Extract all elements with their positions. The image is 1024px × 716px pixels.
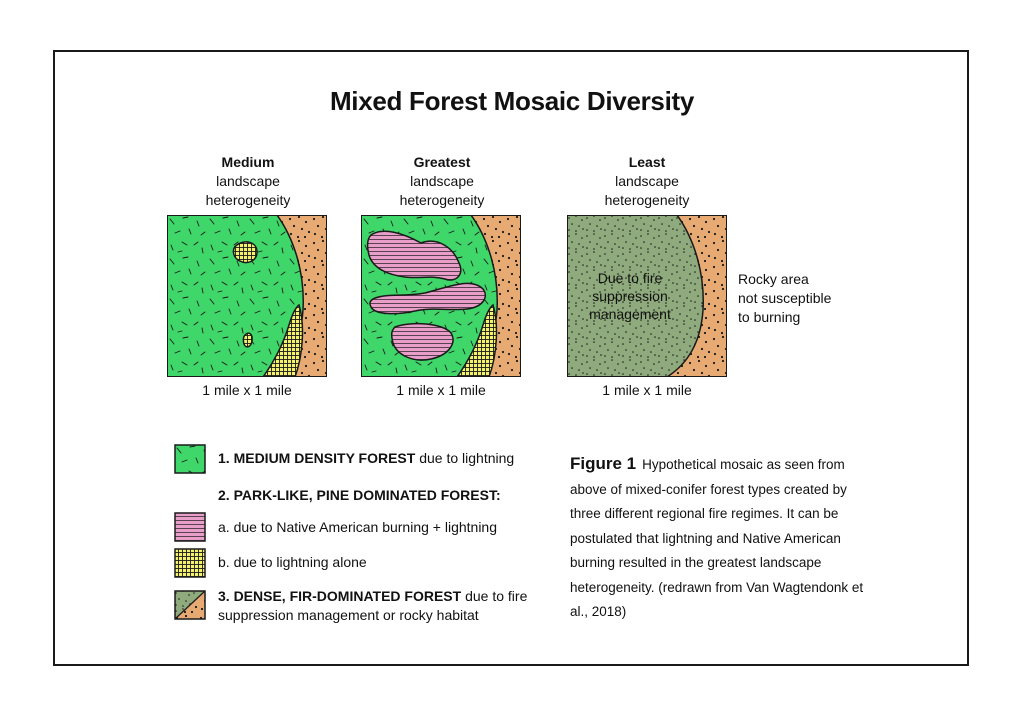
panel-greatest-level: Greatest (413, 154, 471, 170)
panel-greatest-scale: 1 mile x 1 mile (396, 382, 486, 398)
legend-swatch-native-burning (174, 512, 206, 542)
panel-greatest-line2: landscape (410, 173, 474, 189)
inset-text-line3: management (589, 306, 671, 322)
caption-label: Figure 1 (570, 454, 637, 473)
rocky-label-line3: to burning (738, 309, 801, 325)
panel-greatest-map (361, 215, 521, 377)
inset-text-line1: Due to fire (597, 270, 663, 286)
panel-least-line2: landscape (615, 173, 679, 189)
panel-least-line3: heterogeneity (604, 192, 690, 208)
rocky-label-line2: not susceptible (738, 290, 832, 306)
rocky-label-line1: Rocky area (738, 271, 809, 287)
rocky-area-label (738, 270, 831, 327)
panel-least-scale: 1 mile x 1 mile (602, 382, 692, 398)
legend-item-2b: b. due to lightning alone (218, 554, 367, 570)
legend-item-1-bold: 1. MEDIUM DENSITY FOREST (218, 450, 416, 466)
panel-medium-line3: heterogeneity (205, 192, 291, 208)
legend-swatch-lightning-alone (174, 548, 206, 578)
panel-medium-heading (158, 153, 338, 210)
legend-swatch-dense-fir (174, 590, 206, 620)
panel-least-map (567, 215, 727, 377)
panel-medium-scale: 1 mile x 1 mile (202, 382, 292, 398)
legend-item-2-bold: 2. PARK-LIKE, PINE DOMINATED FOREST: (218, 487, 501, 503)
panel-greatest-heading (352, 153, 532, 210)
lightning-pine-patch (233, 242, 257, 263)
legend-item-2a: a. due to Native American burning + lightning (218, 519, 498, 535)
legend-item-1-rest: due to lightning (415, 450, 515, 466)
lightning-pine-patch (243, 333, 252, 347)
figure-caption (570, 452, 870, 625)
legend-item-3-line2: suppression management or rocky habitat (218, 607, 479, 623)
legend-item-3-bold: 3. DENSE, FIR-DOMINATED FOREST (218, 588, 462, 604)
legend-item-3 (218, 587, 527, 625)
panel-least-level: Least (628, 154, 666, 170)
panel-greatest-line3: heterogeneity (399, 192, 485, 208)
legend-swatch-medium-density (174, 444, 206, 474)
legend-item-2 (218, 486, 501, 505)
figure-title: Mixed Forest Mosaic Diversity (329, 86, 695, 116)
caption-text: Hypothetical mosaic as seen from above of mixed-conifer forest types created by three different regional fire regimes. It can be postulated that lightning and Native American burning resulted in the greatest landscape heterogeneity. (redrawn from Van Wagtendonk et al., 2018) (570, 457, 864, 619)
panel-medium-map (167, 215, 327, 377)
legend-item-3-rest: due to fire (461, 588, 528, 604)
inset-text-line2: suppression (592, 288, 668, 304)
panel-medium-level: Medium (221, 154, 275, 170)
panel-least-heading (557, 153, 737, 210)
legend-item-1 (218, 449, 514, 468)
panel-medium-line2: landscape (216, 173, 280, 189)
